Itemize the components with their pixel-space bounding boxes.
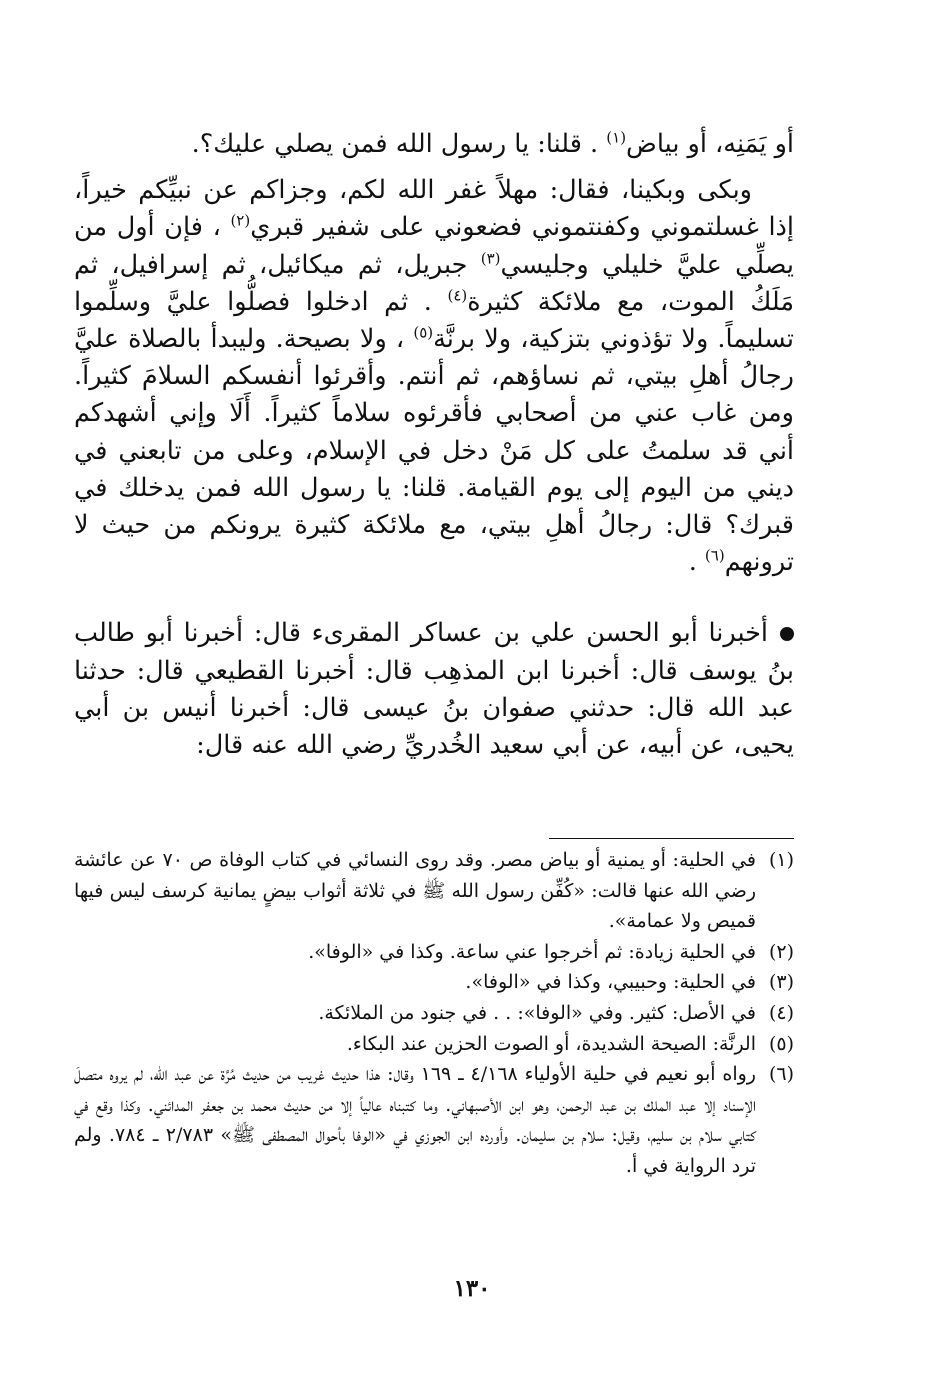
footnote-text: الرنَّة: الصيحة الشديدة، أو الصوت الحزين عند البكاء. [346,1032,756,1055]
paragraph-isnad: أخبرنا أبو الحسن علي بن عساكر المقرىء قال: أخبرنا أبو طالب بنُ يوسف قال: أخبرنا ابن المذهِب قال: أخبرنا القطيعي قال: حدثنا عبد الله قال: حدثني صفوان بنُ عيسى قال: أخبرنا أنيس بن أبي يحيى، عن أبيه، عن أبي سعيد الخُدريِّ رضي الله عنه قال: [74,618,794,761]
footnote-2 [74,937,794,968]
footnote-number: (٣) [768,971,794,994]
footnote-ref-5[interactable]: (٥) [413,323,434,342]
footnote-divider [549,838,794,839]
page-number: ١٣٠ [453,1275,491,1302]
footnote-text: في الأصل: كثير. وفي «الوفا»: . . في جنود من الملائكة. [318,1001,756,1024]
footnote-text: رواه أبو نعيم في حلية الأولياء ٤/١٦٨ ـ ١٦٩ وقال: هذا حديث غريب من حديث مُرَّة عن عبد الله، لم يروه متصلَ الإسناد إلا عبد الملك بن عبد الرحمن، وهو ابن الأصبهاني. وما كتبناه عالياً إلا من حديث محمد بن جعفر المدائني. وكذا وقع في كتابي سلام بن سليم، وقيل: سلام بن سليمان. وأورده ابن الجوزي في «الوفا بأحوال المصطفى ﷺ» ٢/٧٨٣ ـ ٧٨٤. ولم ترد الرواية في أ. [74,1063,756,1177]
footnote-number: (٢) [768,940,794,963]
footnote-text: في الحلية: أو يمنية أو بياض مصر. وقد روى النسائي في كتاب الوفاة ص ٧٠ عن عائشة رضي الله عنها قالت: «كُفِّن رسول الله ﷺ في ثلاثة أثواب بيضٍ يمانية كرسف ليس فيها قميص ولا عمامة». [74,849,756,933]
footnote-ref-4[interactable]: (٤) [447,286,468,305]
footnote-ref-1[interactable]: (١) [606,128,627,147]
footnote-text: في الحلية: وحبيبي، وكذا في «الوفا». [465,971,756,994]
paragraph-continuation: أو يَمَنِه، أو بياض$^{(١)}$ . قلنا: يا رسول الله فمن يصلي عليك؟. [191,128,794,159]
footnote-text: في الحلية زيادة: ثم أخرجوا عني ساعة. وكذا في «الوفا». [308,940,756,963]
footnote-5 [74,1029,794,1060]
footnote-number: (٦) [768,1063,794,1086]
footnotes [74,845,794,1182]
footnote-number: (١) [768,849,794,871]
footnote-ref-3[interactable]: (٣) [480,249,501,268]
footnote-6 [74,1059,794,1181]
footnote-number: (٤) [768,1001,794,1024]
footnote-4 [74,998,794,1029]
footnote-number: (٥) [768,1032,794,1055]
footnote-ref-6[interactable]: (٦) [704,546,725,565]
bullet-icon [780,627,794,641]
footnote-ref-2[interactable]: (٢) [230,211,251,230]
footnote-3 [74,967,794,998]
footnote-1 [74,845,794,937]
paragraph-hadith: وبكى وبكينا، فقال: مهلاً غفر الله لكم، وجزاكم عن نبيِّكم خيراً، إذا غسلتموني وكفنتموني فضعوني على شفير قبري$^{(٢)}$ ، فإن أول من يصلِّي عليَّ خليلي وجليسي$^{(٣)}$ جبريل، ثم ميكائيل، ثم إسرافيل، ثم مَلَكُ الموت، مع ملائكة كثيرة$^{(٤)}$ . ثم ادخلوا فصلُّوا عليَّ وسلِّموا تسليماً. ولا تؤذوني بتزكية، ولا برنَّة$^{(٥)}$ ، ولا بصيحة. وليبدأ بالصلاة عليَّ رجالُ أهلِ بيتي، ثم نساؤهم، ثم أنتم. وأقرئوا أنفسكم السلامَ كثيراً. ومن غاب عني من أصحابي فأقرئوه سلاماً كثيراً. أَلَا وإني أشهدكم أني قد سلمتُ على كل مَنْ دخل في الإسلام، وعلى من تابعني في ديني من اليوم إلى يوم القيامة. قلنا: يا رسول الله فمن يدخلك في قبرك؟ قال: رجالُ أهلِ بيتي، مع ملائكة كثيرة يرونكم من حيث لا ترونهم$^{(٦)}$ . [74,175,795,578]
main-text [74,126,794,764]
